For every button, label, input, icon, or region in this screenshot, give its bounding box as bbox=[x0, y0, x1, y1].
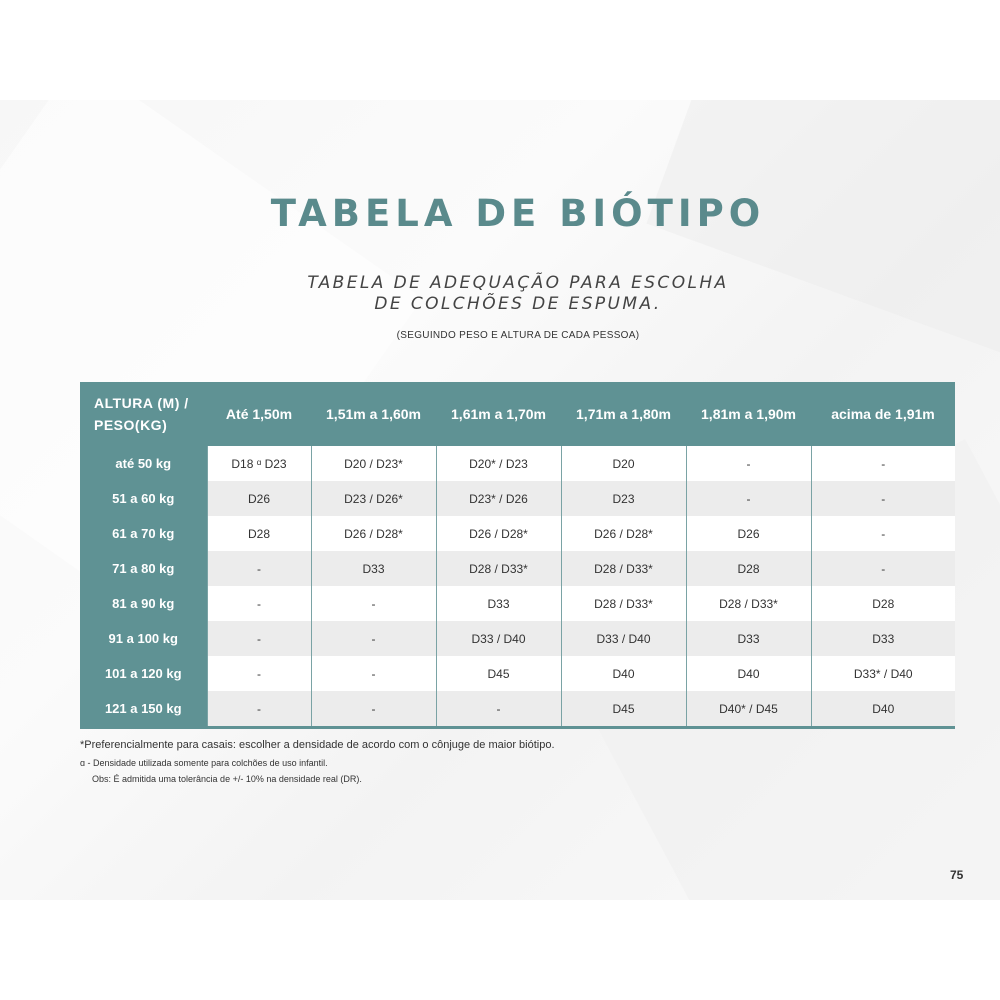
row-header: 91 a 100 kg bbox=[80, 621, 207, 656]
row-header: 71 a 80 kg bbox=[80, 551, 207, 586]
row-header: 61 a 70 kg bbox=[80, 516, 207, 551]
table-row bbox=[80, 516, 955, 551]
table-cell: - bbox=[311, 621, 436, 656]
table-cell: D33* / D40 bbox=[811, 656, 955, 691]
table-cell: D26 / D28* bbox=[436, 516, 561, 551]
subtitle-line-1: TABELA DE ADEQUAÇÃO PARA ESCOLHA bbox=[307, 273, 729, 293]
table-row bbox=[80, 621, 955, 656]
table-cell: D40 bbox=[811, 691, 955, 728]
table-cell: D26 bbox=[207, 481, 311, 516]
table-row bbox=[80, 481, 955, 516]
page-title: TABELA DE BIÓTIPO bbox=[270, 192, 766, 235]
row-header: até 50 kg bbox=[80, 446, 207, 481]
table-cell: D20 / D23* bbox=[311, 446, 436, 481]
table-cell: D28 bbox=[207, 516, 311, 551]
row-header: 81 a 90 kg bbox=[80, 586, 207, 621]
column-header: 1,71m a 1,80m bbox=[561, 382, 686, 446]
table-cell: D28 bbox=[686, 551, 811, 586]
table-cell: D23 / D26* bbox=[311, 481, 436, 516]
table-cell: D33 bbox=[811, 621, 955, 656]
table-cell: - bbox=[207, 656, 311, 691]
table-cell: - bbox=[207, 621, 311, 656]
table-cell: D45 bbox=[436, 656, 561, 691]
table-cell: - bbox=[686, 481, 811, 516]
table-cell: - bbox=[311, 691, 436, 728]
table-cell: - bbox=[811, 516, 955, 551]
table-cell: D23 bbox=[561, 481, 686, 516]
table-cell: - bbox=[811, 551, 955, 586]
table-row bbox=[80, 551, 955, 586]
table-cell: D28 / D33* bbox=[561, 551, 686, 586]
table-cell: D20* / D23 bbox=[436, 446, 561, 481]
row-header: 121 a 150 kg bbox=[80, 691, 207, 728]
table-cell: D40 bbox=[686, 656, 811, 691]
table-cell: D26 / D28* bbox=[311, 516, 436, 551]
page-number: 75 bbox=[950, 868, 964, 882]
row-header: 101 a 120 kg bbox=[80, 656, 207, 691]
table-cell: D33 / D40 bbox=[561, 621, 686, 656]
table-cell: D33 bbox=[686, 621, 811, 656]
table-cell: D28 / D33* bbox=[436, 551, 561, 586]
row-header: 51 a 60 kg bbox=[80, 481, 207, 516]
footnote-obs: Obs: É admitida uma tolerância de +/- 10% na densidade real (DR). bbox=[92, 774, 362, 784]
column-header: Até 1,50m bbox=[207, 382, 311, 446]
table-cell: D45 bbox=[561, 691, 686, 728]
table-cell: - bbox=[207, 586, 311, 621]
corner-label-weight: PESO(KG) bbox=[94, 417, 168, 433]
biotype-table bbox=[80, 382, 955, 729]
table-header-row bbox=[80, 382, 955, 446]
table-cell: - bbox=[686, 446, 811, 481]
table-cell: D40* / D45 bbox=[686, 691, 811, 728]
table-row bbox=[80, 586, 955, 621]
column-header: 1,81m a 1,90m bbox=[686, 382, 811, 446]
column-header: 1,51m a 1,60m bbox=[311, 382, 436, 446]
subtitle-note: (SEGUINDO PESO E ALTURA DE CADA PESSOA) bbox=[396, 330, 640, 341]
table-cell: D20 bbox=[561, 446, 686, 481]
table-row bbox=[80, 446, 955, 481]
table-cell: - bbox=[207, 551, 311, 586]
table-cell: - bbox=[311, 656, 436, 691]
table-cell: - bbox=[436, 691, 561, 728]
table-cell: D40 bbox=[561, 656, 686, 691]
table-cell: D18 ᵅ D23 bbox=[207, 446, 311, 481]
table-cell: D26 bbox=[686, 516, 811, 551]
table-cell: D28 / D33* bbox=[561, 586, 686, 621]
table-cell: - bbox=[311, 586, 436, 621]
table-cell: D33 / D40 bbox=[436, 621, 561, 656]
footnote-alpha: ɑ - Densidade utilizada somente para colchões de uso infantil. bbox=[80, 758, 328, 768]
table-cell: - bbox=[811, 481, 955, 516]
table-cell: D33 bbox=[311, 551, 436, 586]
table-cell: D28 / D33* bbox=[686, 586, 811, 621]
table-cell: D23* / D26 bbox=[436, 481, 561, 516]
table-cell: D26 / D28* bbox=[561, 516, 686, 551]
column-header: acima de 1,91m bbox=[811, 382, 955, 446]
table-row bbox=[80, 691, 955, 728]
table-cell: - bbox=[207, 691, 311, 728]
table-row bbox=[80, 656, 955, 691]
table-cell: D33 bbox=[436, 586, 561, 621]
table-cell: D28 bbox=[811, 586, 955, 621]
table-cell: - bbox=[811, 446, 955, 481]
corner-label-height: ALTURA (M) / bbox=[94, 395, 189, 411]
table-corner-header bbox=[80, 382, 207, 446]
column-header: 1,61m a 1,70m bbox=[436, 382, 561, 446]
footnote-preferential: *Preferencialmente para casais: escolher a densidade de acordo com o cônjuge de maior biótipo. bbox=[80, 739, 555, 751]
subtitle-line-2: DE COLCHÕES DE ESPUMA. bbox=[374, 294, 662, 314]
